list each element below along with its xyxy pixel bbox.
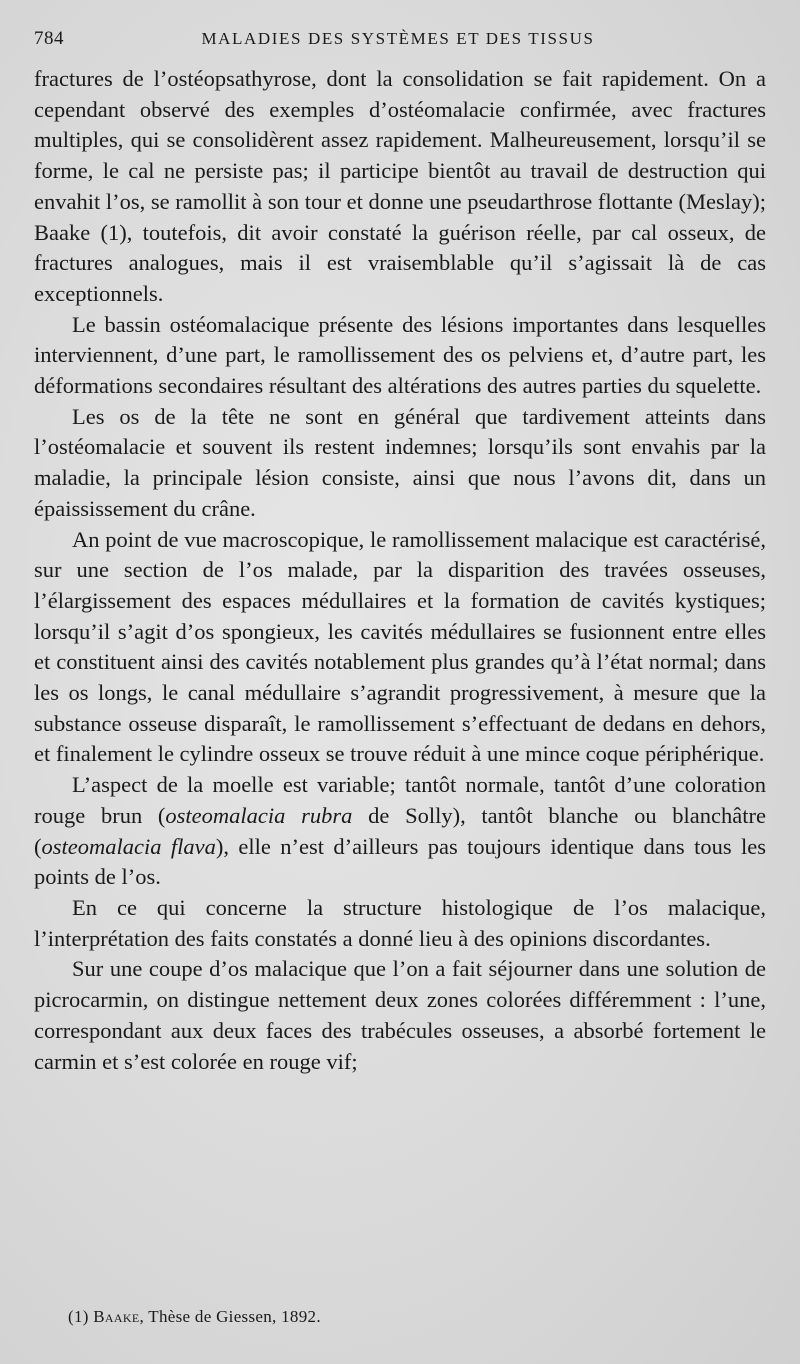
page-number: 784 bbox=[34, 28, 64, 49]
paragraph-text: Le bassin ostéomalacique présente des lésions importantes dans lesquelles interviennent, d’une part, le ramollissement des os pelviens et, d’autre part, les déformations secondaires résultant des altérations des autres parties du squelette. bbox=[34, 311, 766, 399]
paragraph-text: En ce qui concerne la structure histologique de l’os malacique, l’interprétation des faits constatés a donné lieu à des opinions discordantes. bbox=[34, 894, 766, 951]
paragraph bbox=[34, 64, 766, 310]
italic-term: osteomalacia rubra bbox=[165, 802, 353, 828]
paragraph-text: L’aspect de la moelle est variable; tantôt normale, tantôt d’une coloration rouge brun ( bbox=[34, 772, 766, 828]
paragraph bbox=[34, 954, 766, 1077]
body-text bbox=[34, 64, 766, 1077]
running-title: MALADIES DES SYSTÈMES ET DES TISSUS bbox=[201, 29, 595, 48]
page-header bbox=[34, 28, 766, 64]
footnote-marker: (1) bbox=[68, 1307, 89, 1326]
paragraph-text: fractures de l’ostéopsathyrose, dont la consolidation se fait rapidement. On a cependant observé des exemples d’ostéomalacie confirmée, avec fractures multiples, qui se consolidèrent assez rapidement. Malheureusement, lorsqu’il se forme, le cal ne persiste pas; il participe bientôt au travail de destruction qui envahit l’os, se ramollit à son tour et donne une pseudarthrose flottante (Meslay); Baake (1), toutefois, dit avoir constaté la guérison réelle, par cal osseux, de fractures analogues, mais il est vraisemblable qu’il s’agissait là de cas exceptionnels. bbox=[34, 66, 766, 306]
paragraph bbox=[34, 770, 766, 893]
paragraph-text: Sur une coupe d’os malacique que l’on a fait séjourner dans une solution de picrocarmin, on distingue nettement deux zones colorées différemment : l’une, correspondant aux deux faces des trabécules osseuses, a absorbé fortement le carmin et s’est colorée en rouge vif; bbox=[34, 956, 766, 1074]
paragraph-text: Les os de la tête ne sont en général que tardivement atteints dans l’ostéomalacie et souvent ils restent indemnes; lorsqu’ils sont envahis par la maladie, la principale lésion consiste, ainsi que nous l’avons dit, dans un épaississement du crâne. bbox=[34, 403, 766, 521]
paragraph-text: An point de vue macroscopique, le ramollissement malacique est caractérisé, sur une section de l’os malade, par la disparition des travées osseuses, l’élargissement des espaces médullaires et la formation de cavités kystiques; lorsqu’il s’agit d’os spongieux, les cavités médullaires se fusionnent entre elles et constituent ainsi des cavités notablement plus grandes qu’à l’état normal; dans les os longs, le canal médullaire s’agrandit progressivement, à mesure que la substance osseuse disparaît, le ramollissement s’effectuant de dedans en dehors, et finalement le cylindre osseux se trouve réduit à une mince coque périphérique. bbox=[34, 526, 766, 767]
footnote-author: Baake, bbox=[93, 1307, 145, 1326]
paragraph-text: de Solly), tantôt blanche ou blanchâtre ( bbox=[34, 802, 766, 859]
paragraph bbox=[34, 525, 766, 771]
paragraph bbox=[34, 893, 766, 954]
footnote-text: Thèse de Giessen, 1892. bbox=[144, 1307, 321, 1326]
paragraph-text: ), elle n’est d’ailleurs pas toujours identique dans tous les points de l’os. bbox=[34, 833, 766, 890]
italic-term: osteomalacia flava bbox=[41, 833, 216, 859]
footnote bbox=[68, 1307, 321, 1327]
paragraph bbox=[34, 310, 766, 402]
paragraph bbox=[34, 402, 766, 525]
